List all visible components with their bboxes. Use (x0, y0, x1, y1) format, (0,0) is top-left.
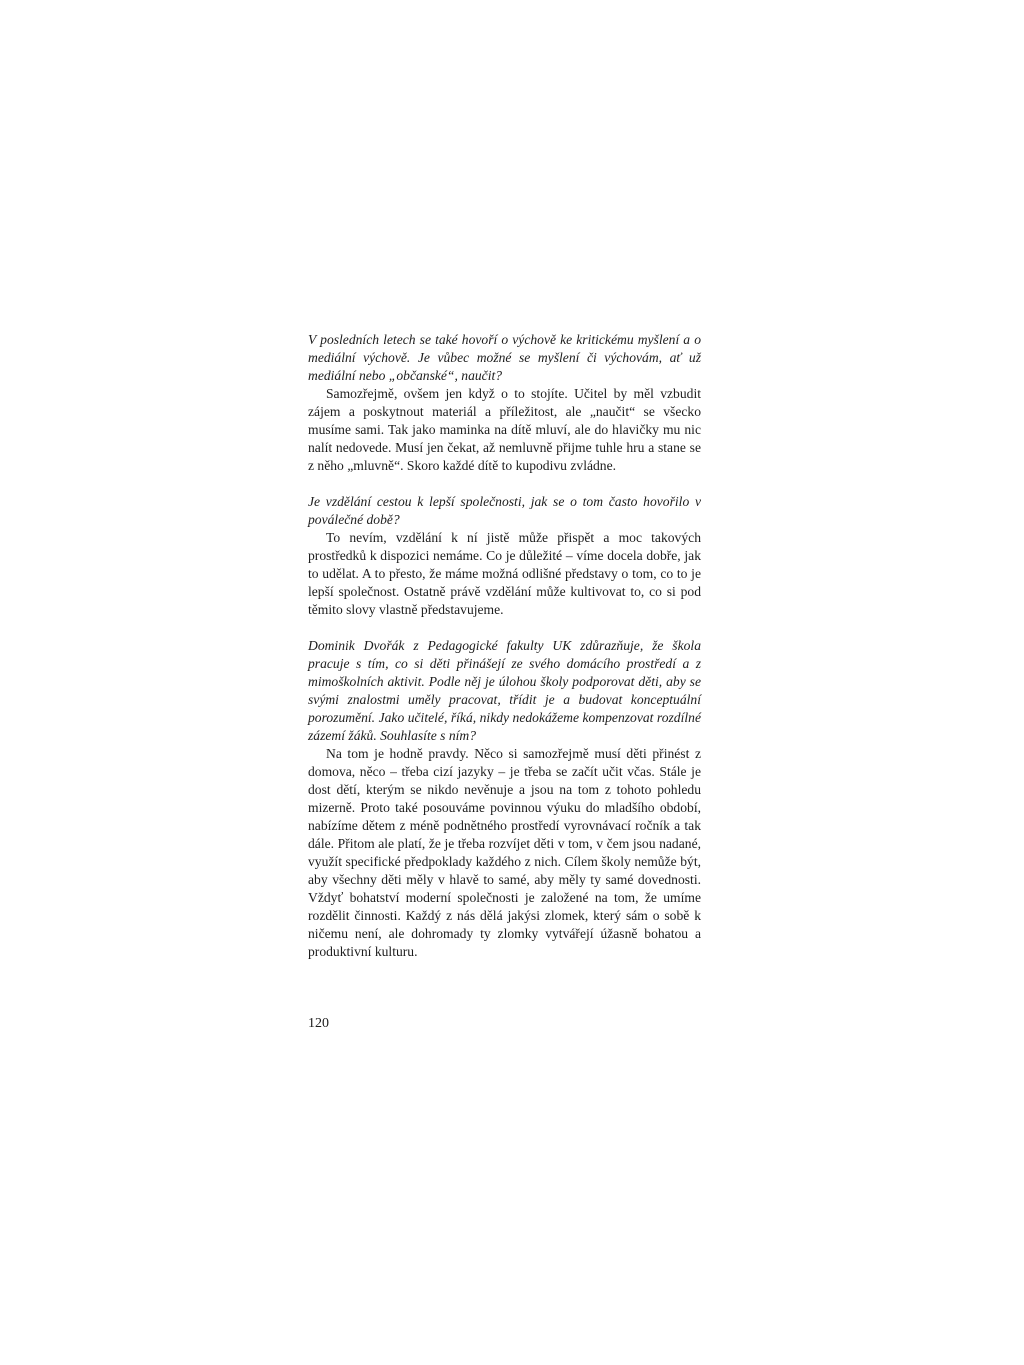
interview-block-3 (308, 637, 701, 961)
interview-block-1 (308, 331, 701, 475)
text-column (308, 331, 701, 961)
question-1: V posledních letech se také hovoří o výchově ke kritickému myšlení a o mediální výchově. Je vůbec možné se myšlení či výchovám, ať už mediální nebo „občanské“, naučit? (308, 332, 701, 383)
answer-2: To nevím, vzdělání k ní jistě může přispět a moc takových prostředků k dispozici nemáme. Co je důležité – víme docela dobře, jak to udělat. A to přesto, že máme možná odlišné představy o tom, co to je lepší společnost. Ostatně právě vzdělání může kultivovat to, co si pod těmito slovy vlastně představujeme. (308, 530, 701, 617)
question-2: Je vzdělání cestou k lepší společnosti, jak se o tom často hovořilo v poválečné době? (308, 494, 701, 527)
question-3: Dominik Dvořák z Pedagogické fakulty UK zdůrazňuje, že škola pracuje s tím, co si děti přinášejí ze svého domácího prostředí a z mimoškolních aktivit. Podle něj je úlohou školy podporovat děti, aby se svými znalostmi uměly pracovat, třídit je a budovat konceptuální porozumění. Jako učitelé, říká, nikdy nedokážeme kompenzovat rozdílné zázemí žáků. Souhlasíte s ním? (308, 638, 701, 743)
page-number: 120 (308, 1016, 329, 1031)
interview-block-2 (308, 493, 701, 619)
answer-1: Samozřejmě, ovšem jen když o to stojíte. Učitel by měl vzbudit zájem a poskytnout materiál a příležitost, ale „naučit“ se všecko musíme sami. Tak jako maminka na dítě mluví, ale do hlavičky mu nic nalít nedovede. Musí jen čekat, až nemluvně přijme tuhle hru a stane se z něho „mluvně“. Skoro každé dítě to kupodivu zvládne. (308, 386, 701, 473)
answer-3: Na tom je hodně pravdy. Něco si samozřejmě musí děti přinést z domova, něco – třeba cizí jazyky – je třeba se začít učit včas. Stále je dost dětí, kterým se nikdo nevěnuje a jsou na tom z tohoto pohledu mizerně. Proto také posouváme povinnou výuku do mladšího období, nabízíme dětem z méně podnětného prostředí vyrovnávací ročník a tak dále. Přitom ale platí, že je třeba rozvíjet děti v tom, v čem jsou nadané, využít specifické předpoklady každého z nich. Cílem školy nemůže být, aby všechny děti měly v hlavě to samé, aby měly ty samé dovednosti. Vždyť bohatství moderní společnosti je založené na tom, že umíme rozdělit činnosti. Každý z nás dělá jakýsi zlomek, který sám o sobě k ničemu není, ale dohromady ty zlomky vytvářejí úžasně bohatou a produktivní kulturu. (308, 746, 701, 959)
